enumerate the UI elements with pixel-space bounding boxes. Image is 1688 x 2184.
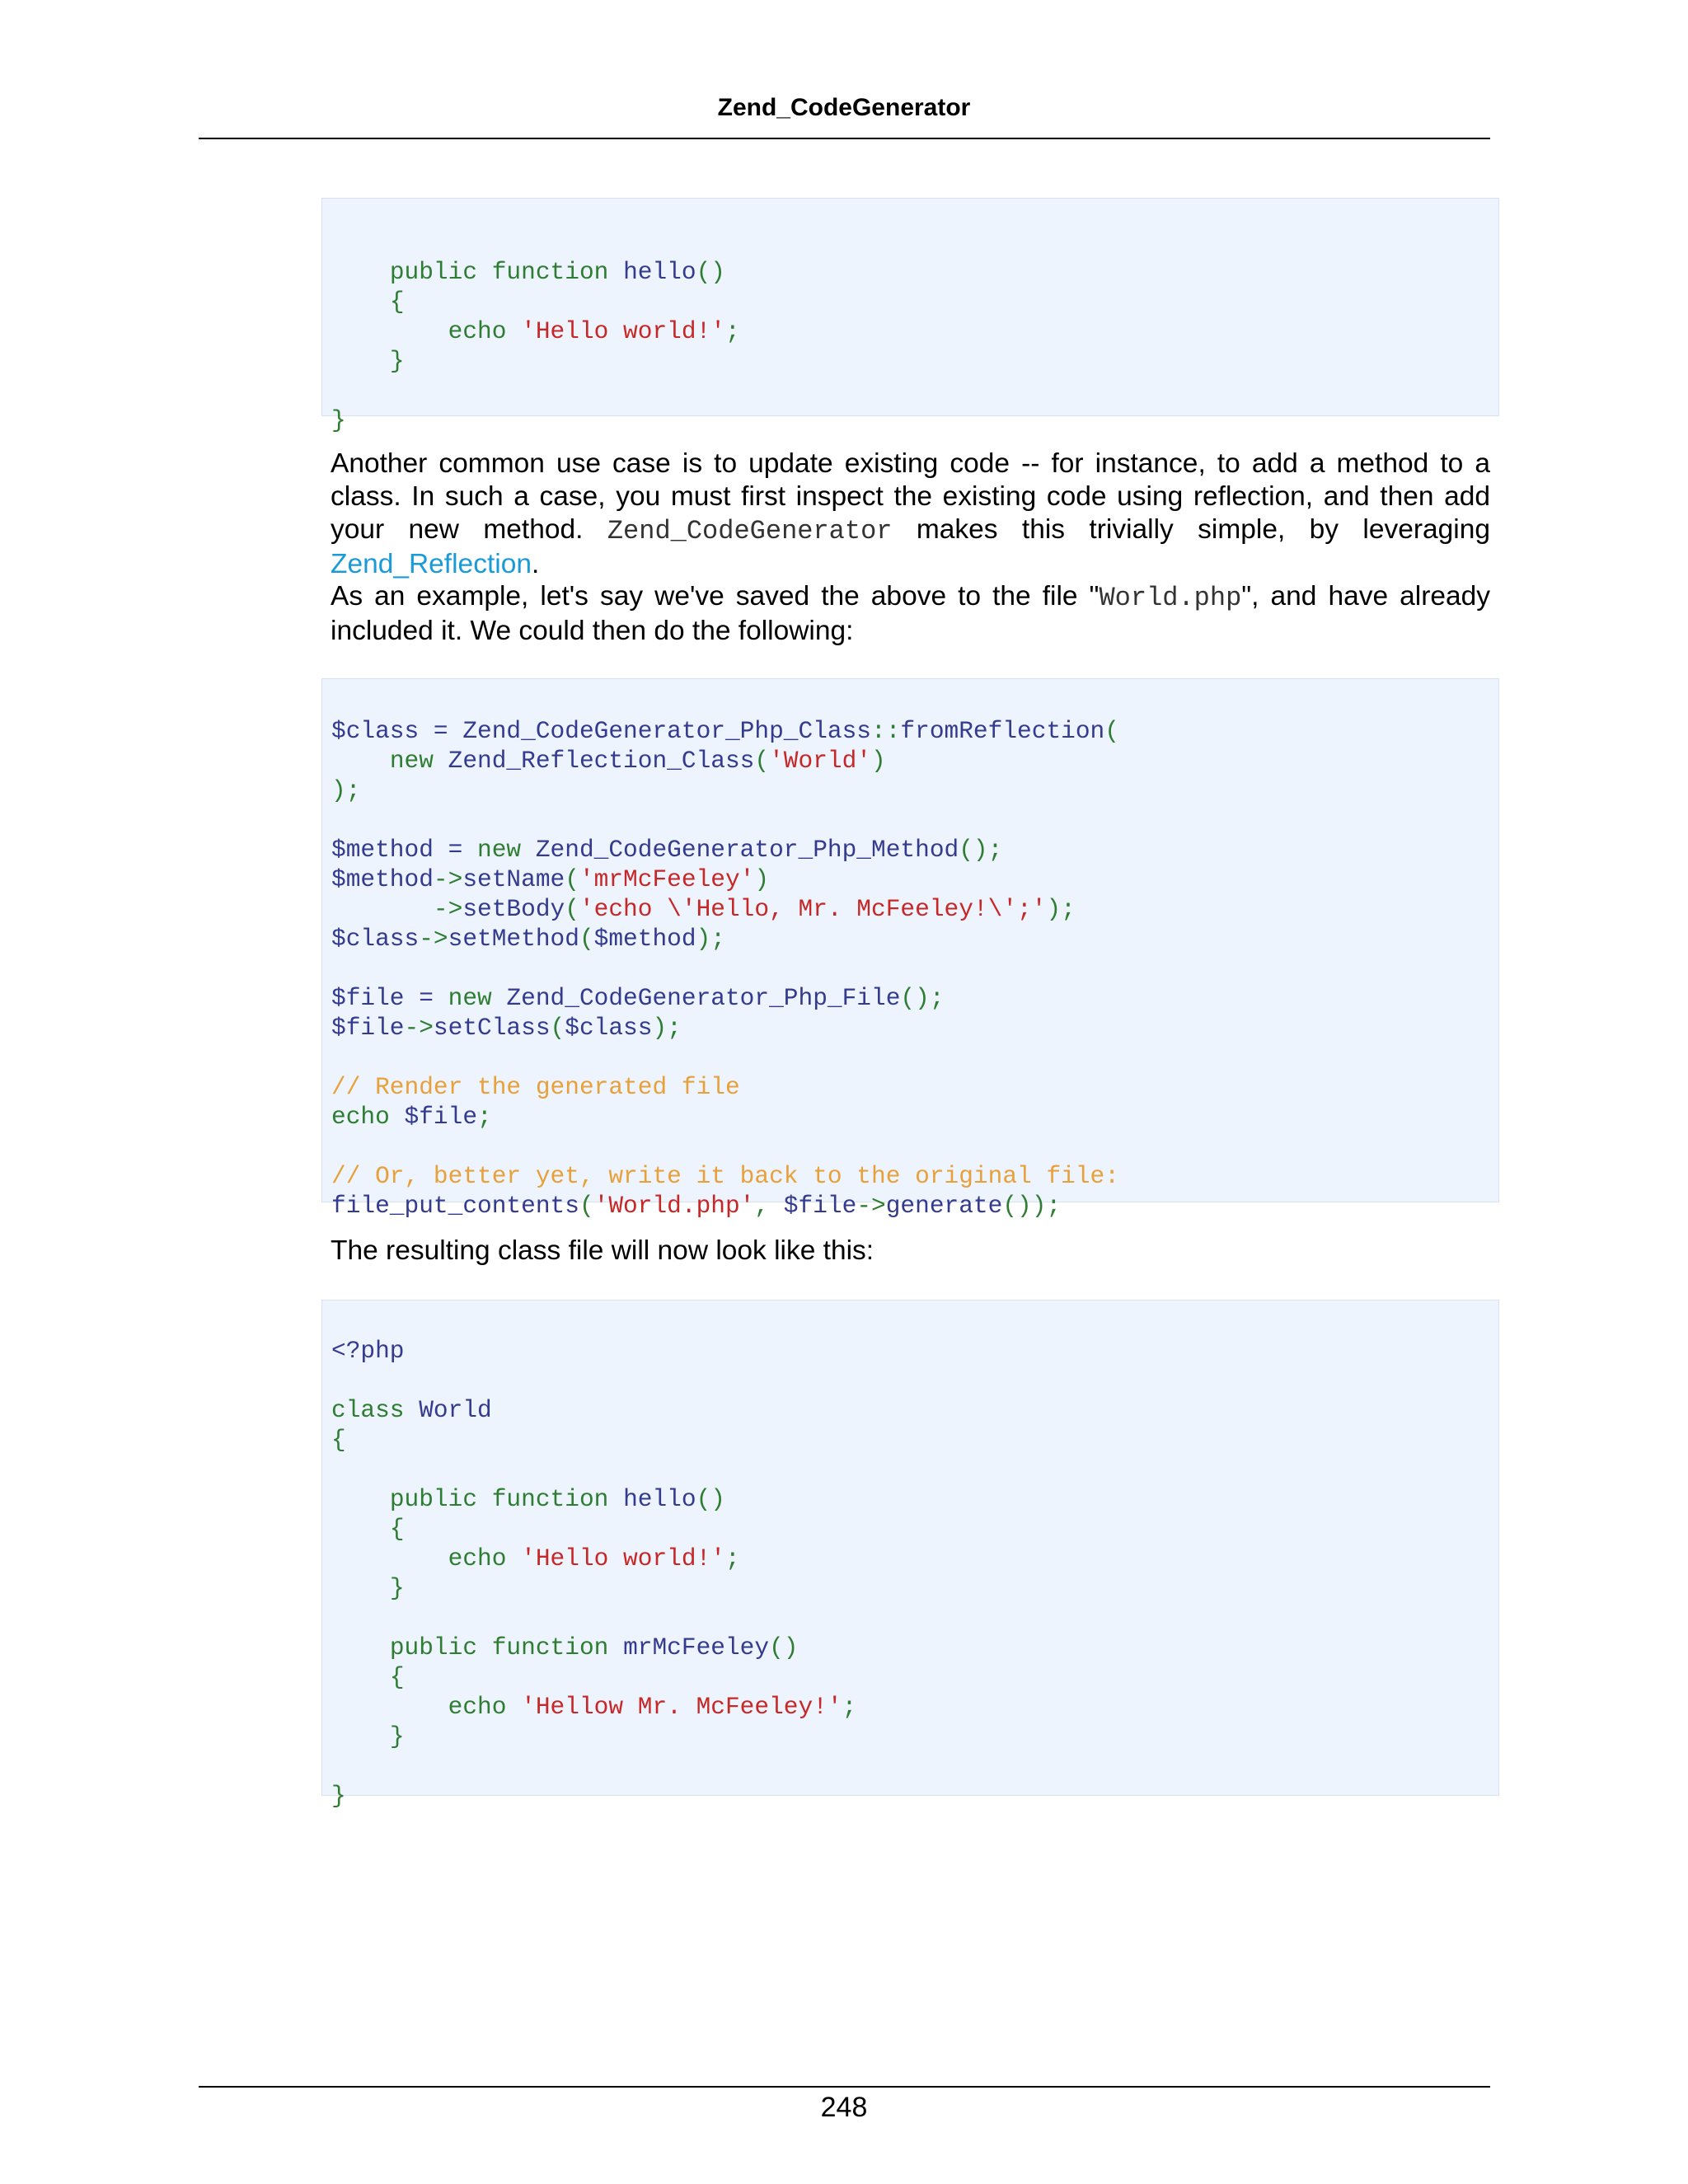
identifier: Zend_CodeGenerator_Php_File [506,984,901,1012]
identifier: file_put_contents [331,1192,579,1220]
punctuation: { [389,1663,405,1691]
identifier: $method [593,925,696,953]
punctuation: ); [331,776,361,804]
identifier: $class [331,925,420,953]
punctuation: (); [959,836,1003,864]
keyword: new [389,747,434,775]
punctuation: () [769,1633,799,1661]
body-paragraph [331,580,1490,648]
punctuation: -> [856,1192,886,1220]
code-line [331,1366,1498,1395]
identifier: hello [623,258,696,286]
punctuation: -> [433,865,463,893]
code-block-resulting-class [321,1300,1499,1810]
page-number: 248 [820,2092,868,2123]
code-line [331,1455,1498,1484]
code-line [331,865,1498,894]
code-line [331,1013,1498,1043]
paragraph-text: ", and have already included it. We could then do the following: [331,581,1490,646]
punctuation: ) [871,747,886,775]
identifier: World [419,1396,492,1424]
code-line [331,1514,1498,1544]
identifier: generate [885,1192,1003,1220]
code-line [331,1662,1498,1692]
punctuation: } [389,1574,405,1602]
code-line [331,894,1498,924]
string-literal: 'echo \'Hello, Mr. McFeeley!\';' [579,895,1047,923]
keyword: echo [448,1544,507,1572]
punctuation: } [331,1782,346,1810]
code-line [331,1781,1498,1811]
punctuation: ; [724,1544,740,1572]
string-literal: 'Hello world!' [521,317,725,345]
punctuation: ( [550,1014,565,1042]
code-line [331,376,1498,405]
string-literal: 'Hellow Mr. McFeeley!' [521,1693,842,1721]
code-line [331,1751,1498,1781]
code-comment: // Render the generated file [331,1073,740,1101]
identifier: $class = Zend_CodeGenerator_Php_Class [331,717,872,745]
code-line [331,1043,1498,1072]
punctuation: ( [565,865,579,893]
identifier: setClass [433,1014,551,1042]
code-line [331,835,1498,865]
punctuation: } [389,1722,405,1750]
punctuation: ); [652,1014,682,1042]
identifier: fromReflection [900,717,1105,745]
code-line [331,1072,1498,1102]
paragraph-text: The resulting class file will now look like this: [331,1235,874,1266]
code-line [331,316,1498,346]
punctuation: ( [579,1192,594,1220]
identifier: Zend_Reflection_Class [448,747,755,775]
code-line [331,1132,1498,1161]
keyword: public function [389,258,609,286]
code-line [331,1161,1498,1191]
inline-code: World.php [1099,583,1242,613]
punctuation: -> [404,1014,434,1042]
paragraph-text: makes this trivially simple, by leveraging [916,514,1491,545]
inline-code: Zend_CodeGenerator [607,516,893,546]
running-header: Zend_CodeGenerator [717,94,971,121]
code-line [331,983,1498,1013]
identifier: $file [331,1014,405,1042]
identifier: setName [462,865,565,893]
string-literal: 'mrMcFeeley' [579,865,755,893]
punctuation: { [389,1515,405,1543]
code-line [331,1633,1498,1662]
punctuation: :: [871,717,901,745]
punctuation: ( [754,747,770,775]
punctuation: ( [565,895,579,923]
header-rule [199,138,1490,139]
keyword: echo [448,1693,507,1721]
code-line [331,1722,1498,1751]
footer-rule [199,2086,1490,2088]
punctuation: -> [433,895,463,923]
punctuation: ; [842,1693,857,1721]
identifier: setMethod [448,925,579,953]
identifier: $method [331,865,434,893]
keyword: class [331,1396,405,1424]
string-literal: 'Hello world!' [521,1544,725,1572]
keyword: echo [448,317,507,345]
php-open-tag: <?php [331,1337,405,1365]
punctuation: } [331,406,346,434]
code-block-reflection-example [321,678,1499,1220]
code-line [331,954,1498,983]
code-comment: // Or, better yet, write it back to the original file: [331,1162,1119,1190]
code-line [331,805,1498,835]
paragraph-text: Another common use case is to update existing code -- for instance, to add a method to a class. In such a case, you must first inspect the existing code using reflection, and then add your new method. [331,448,1490,545]
punctuation: () [696,258,725,286]
code-line [331,1191,1498,1221]
punctuation: ); [696,925,725,953]
body-paragraph [331,448,1490,581]
string-literal: 'World.php' [593,1192,755,1220]
paragraph-text: As an example, let's say we've saved the above to the file " [331,581,1100,612]
code-line [331,405,1498,435]
keyword: new [448,984,492,1012]
string-literal: 'World' [769,747,872,775]
code-line [331,1603,1498,1633]
identifier: $file = [331,984,448,1012]
zend-reflection-link[interactable]: Zend_Reflection [331,549,532,579]
identifier: hello [623,1485,696,1513]
paragraph-text: . [531,549,540,579]
identifier: $class [565,1014,653,1042]
punctuation: (); [900,984,945,1012]
keyword: public function [389,1485,609,1513]
code-line [331,1425,1498,1455]
code-line [331,1544,1498,1573]
punctuation: { [389,288,405,316]
keyword: echo [331,1103,390,1131]
punctuation: ); [1046,895,1076,923]
punctuation: ; [724,317,740,345]
code-line [331,1336,1498,1366]
identifier: $file [783,1192,857,1220]
identifier: $method = [331,836,478,864]
punctuation: ( [1104,717,1119,745]
identifier: mrMcFeeley [623,1633,770,1661]
code-line [331,346,1498,376]
punctuation: { [331,1426,346,1454]
code-line [331,1395,1498,1425]
code-line [331,257,1498,287]
code-line [331,924,1498,954]
code-line [331,1102,1498,1132]
keyword: public function [389,1633,609,1661]
code-line [331,776,1498,805]
identifier: Zend_CodeGenerator_Php_Method [535,836,959,864]
identifier: $file [404,1103,478,1131]
code-line [331,1573,1498,1603]
code-line [331,746,1498,776]
code-line [331,287,1498,316]
code-block-hello-continuation [321,198,1499,434]
punctuation: () [696,1485,725,1513]
code-line [331,716,1498,746]
punctuation: ( [579,925,594,953]
punctuation: , [754,1192,770,1220]
body-paragraph [331,1235,1490,1268]
punctuation: -> [419,925,448,953]
keyword: new [477,836,522,864]
punctuation: ()); [1002,1192,1062,1220]
punctuation: ; [477,1103,492,1131]
code-line [331,1692,1498,1722]
punctuation: } [389,347,405,375]
identifier: setBody [462,895,565,923]
punctuation: ) [754,865,770,893]
code-line [331,1484,1498,1514]
